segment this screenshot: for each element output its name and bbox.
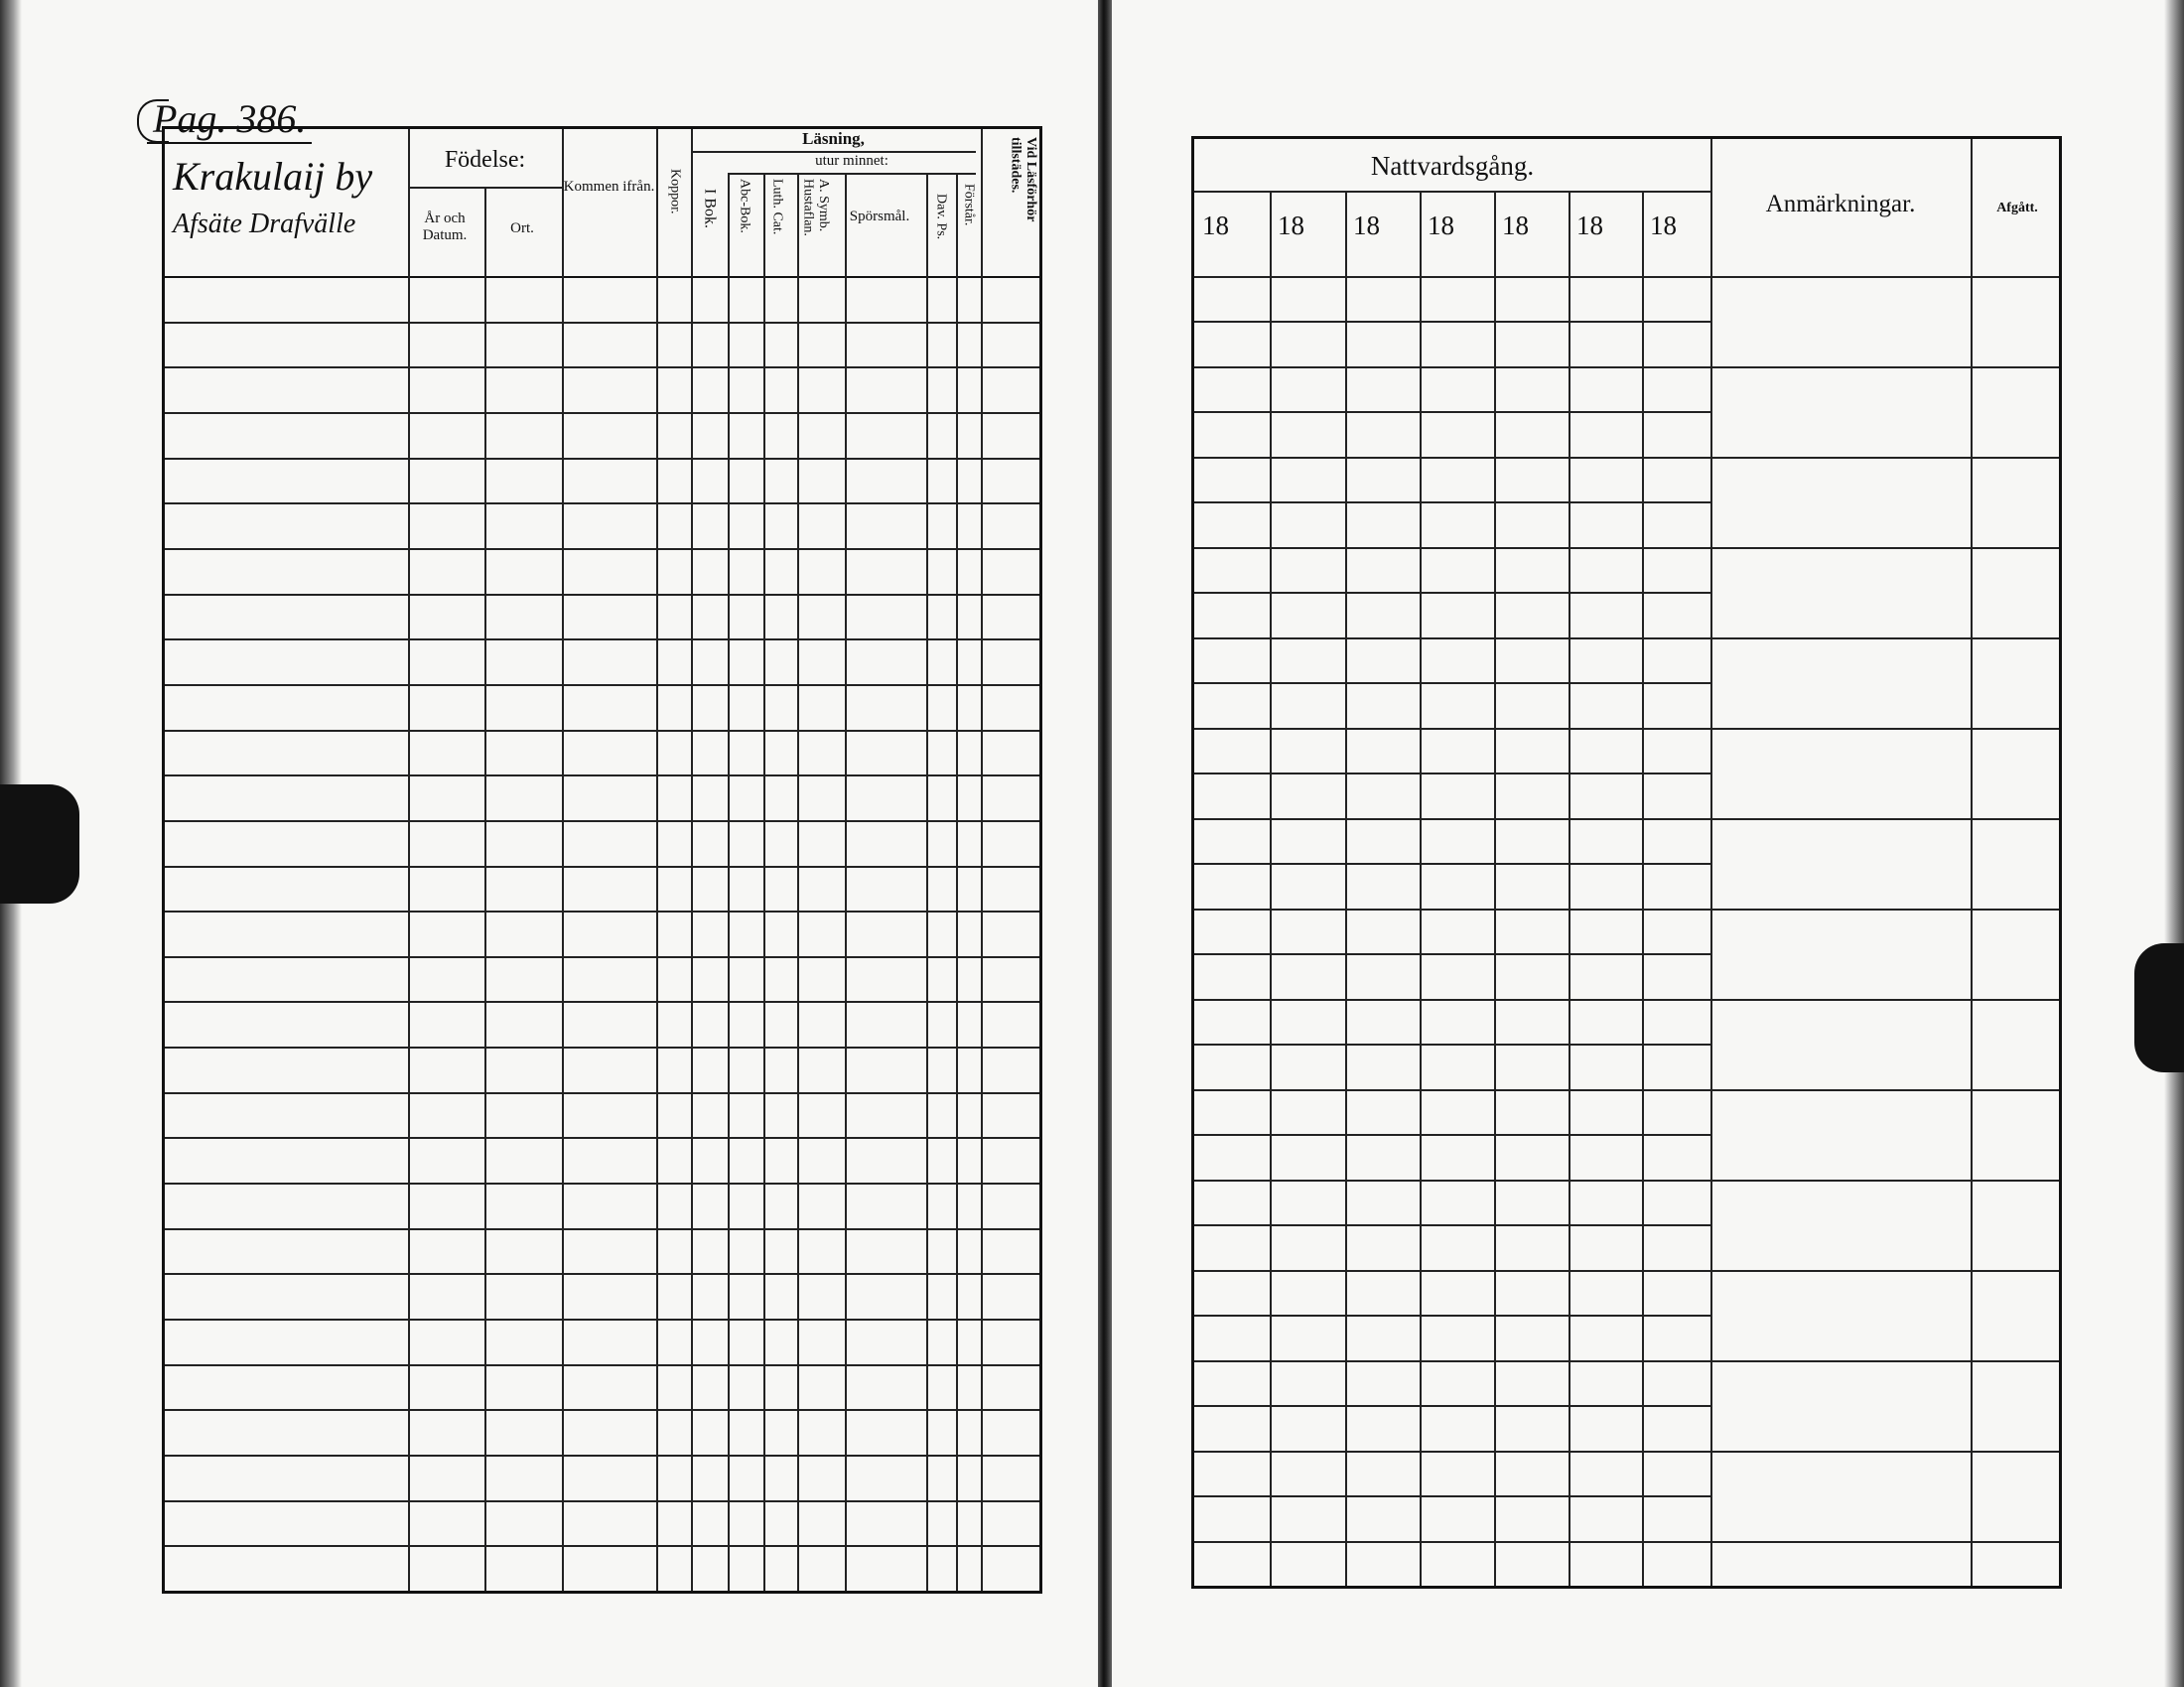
left-grid-column-line (797, 173, 799, 1591)
left-register-table (162, 126, 1042, 1594)
left-grid-row-line (165, 412, 1039, 414)
header-koppor: Koppor. (667, 169, 683, 214)
right-grid-row-line (1194, 1224, 1710, 1226)
right-grid-row-line (1194, 953, 1710, 955)
right-grid-row-line (1194, 1270, 2059, 1272)
right-grid-row-line (1194, 411, 1710, 413)
header-utur-minnet: utur minnet: (815, 153, 888, 169)
right-grid-row-line (1194, 863, 1710, 865)
header-lasning: Läsning, (802, 129, 865, 148)
right-grid-column-line (1345, 191, 1347, 1586)
left-grid-column-line (763, 173, 765, 1591)
header-year-6: 18 (1576, 211, 1603, 240)
left-grid-row-line (165, 1409, 1039, 1411)
left-grid-row-line (165, 956, 1039, 958)
right-grid-row-line (1194, 1180, 2059, 1182)
left-table-header (165, 129, 1039, 278)
header-year-5: 18 (1502, 211, 1529, 240)
left-grid-row-line (165, 1455, 1039, 1457)
left-grid-row-line (165, 684, 1039, 686)
right-grid-column-line (1420, 191, 1422, 1586)
right-grid-row-line (1194, 818, 2059, 820)
left-grid-row-line (165, 911, 1039, 913)
left-grid-row-line (165, 366, 1039, 368)
right-grid-row-line (1194, 547, 2059, 549)
place-name: Afsäte Drafvälle (173, 209, 356, 239)
thumb-tab-left (0, 784, 79, 904)
right-grid-row-line (1194, 1360, 2059, 1362)
right-grid-row-line (1194, 457, 2059, 459)
left-grid-column-line (981, 129, 983, 1591)
village-name: Krakulaij by (173, 154, 373, 199)
header-fodelse: Födelse: (444, 147, 526, 173)
right-grid-row-line (1194, 909, 2059, 911)
right-grid-row-line (1194, 637, 2059, 639)
right-grid-row-line (1194, 321, 1710, 323)
header-year-7: 18 (1650, 211, 1677, 240)
left-grid-row-line (165, 1228, 1039, 1230)
left-grid-column-line (845, 173, 847, 1591)
right-grid-column-line (1494, 191, 1496, 1586)
header-ar-och-datum: År och Datum. (422, 211, 468, 244)
left-grid-row-line (165, 1183, 1039, 1185)
header-ort: Ort. (510, 220, 534, 236)
left-grid-row-line (165, 1092, 1039, 1094)
left-grid-row-line (165, 502, 1039, 504)
left-grid-column-line (484, 187, 486, 1591)
header-year-4: 18 (1428, 211, 1454, 240)
header-anmarkningar: Anmärkningar. (1765, 191, 1916, 217)
left-grid-column-line (728, 173, 730, 1591)
left-grid-row-line (165, 322, 1039, 324)
header-afgatt: Afgått. (1996, 201, 2038, 215)
thumb-tab-right (2134, 943, 2184, 1072)
header-year-2: 18 (1278, 211, 1304, 240)
left-grid-row-line (165, 1047, 1039, 1049)
header-luth-cat: Luth. Cat. (769, 179, 785, 235)
header-vid-lasforhor: Vid Läsförhör tillstädes. (1008, 137, 1038, 222)
left-grid-row-line (165, 866, 1039, 868)
page-edge-right (2164, 0, 2184, 1687)
right-grid-row-line (1194, 1405, 1710, 1407)
right-grid-row-line (1194, 1541, 2059, 1543)
header-i-bok: I Bok. (701, 189, 719, 228)
right-grid-row-line (1194, 1315, 1710, 1317)
right-grid-column-line (1642, 191, 1644, 1586)
left-grid-row-line (165, 730, 1039, 732)
right-grid-row-line (1194, 1495, 1710, 1497)
left-grid-row-line (165, 1001, 1039, 1003)
left-grid-column-line (408, 129, 410, 1591)
right-grid-column-line (1270, 191, 1272, 1586)
header-year-1: 18 (1202, 211, 1229, 240)
header-sporsmal: Spörsmål. (849, 209, 910, 224)
left-grid-row-line (165, 1500, 1039, 1502)
right-grid-column-line (1710, 139, 1712, 1586)
left-grid-column-line (691, 129, 693, 1591)
right-register-table (1191, 136, 2062, 1589)
book-gutter (1098, 0, 1112, 1687)
left-grid-row-line (165, 1137, 1039, 1139)
header-kommen-ifran: Kommen ifrån. (563, 179, 655, 195)
right-grid-column-line (1569, 191, 1570, 1586)
right-grid-row-line (1194, 999, 2059, 1001)
left-grid-row-line (165, 638, 1039, 640)
right-grid-column-line (1971, 139, 1973, 1586)
right-grid-row-line (1194, 1134, 1710, 1136)
left-grid-column-line (956, 173, 958, 1591)
right-header-bottom-line (1194, 276, 2059, 278)
left-grid-row-line (165, 548, 1039, 550)
header-a-symb: A. Symb. Hustaflan. (800, 179, 831, 236)
right-grid-row-line (1194, 682, 1710, 684)
right-grid-row-line (1194, 501, 1710, 503)
left-grid-row-line (165, 594, 1039, 596)
left-grid-row-line (165, 820, 1039, 822)
left-grid-row-line (165, 1364, 1039, 1366)
header-year-3: 18 (1353, 211, 1380, 240)
header-dav-ps: Dav. Ps. (933, 194, 949, 240)
left-grid-row-line (165, 774, 1039, 776)
right-grid-row-line (1194, 592, 1710, 594)
right-grid-row-line (1194, 773, 1710, 774)
right-grid-row-line (1194, 366, 2059, 368)
left-grid-column-line (656, 129, 658, 1591)
header-nattvardsgang: Nattvardsgång. (1370, 151, 1535, 181)
left-grid-column-line (926, 173, 928, 1591)
header-forstar: Förstår. (961, 184, 977, 226)
right-grid-row-line (1194, 1044, 1710, 1046)
left-grid-row-line (165, 458, 1039, 460)
left-grid-row-line (165, 1273, 1039, 1275)
right-grid-row-line (1194, 1451, 2059, 1453)
left-grid-row-line (165, 1545, 1039, 1547)
header-abc-bok: Abc-Bok. (737, 179, 752, 233)
right-grid-row-line (1194, 728, 2059, 730)
left-grid-row-line (165, 1319, 1039, 1321)
left-grid-column-line (562, 129, 564, 1591)
right-grid-row-line (1194, 1089, 2059, 1091)
page-reference: Pag. 386. (147, 95, 312, 144)
